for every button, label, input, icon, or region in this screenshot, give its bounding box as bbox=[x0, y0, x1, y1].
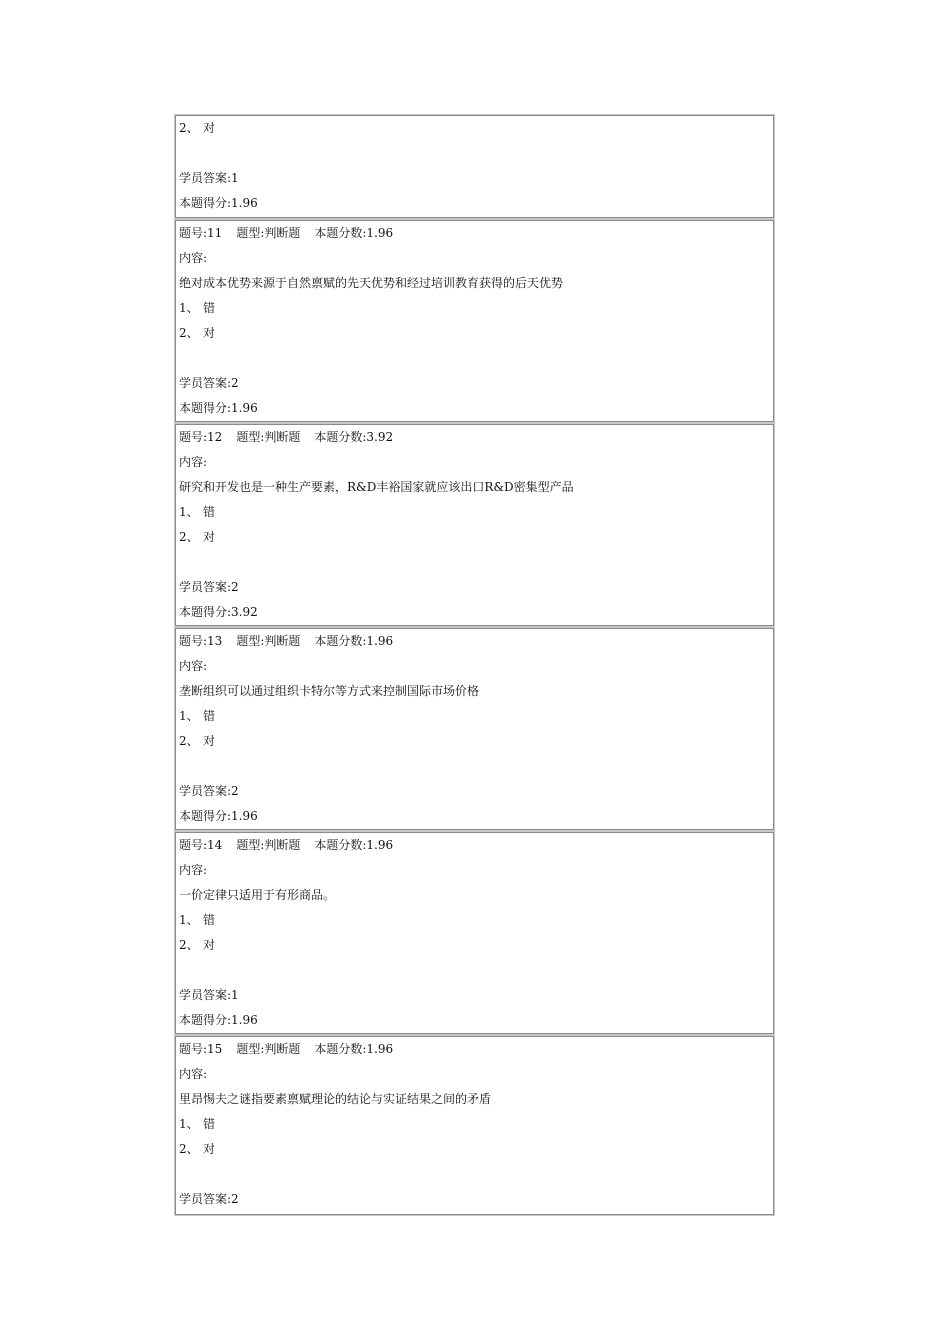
option-2 bbox=[176, 116, 773, 141]
question-id: 题号:15 bbox=[179, 1042, 223, 1056]
option-text: 错 bbox=[203, 913, 216, 927]
option-number: 1、 bbox=[179, 913, 199, 927]
spacer bbox=[176, 958, 773, 983]
option-number: 2、 bbox=[179, 938, 199, 952]
question-points: 本题分数:1.96 bbox=[314, 1042, 394, 1056]
option-2 bbox=[176, 321, 773, 346]
content-label: 内容: bbox=[179, 251, 208, 265]
content-label: 内容: bbox=[179, 863, 208, 877]
option-text: 对 bbox=[203, 938, 216, 952]
option-2 bbox=[176, 729, 773, 754]
question-points: 本题分数:1.96 bbox=[314, 634, 394, 648]
question-id: 题号:12 bbox=[179, 430, 223, 444]
option-number: 1、 bbox=[179, 709, 199, 723]
question-score: 本题得分:3.92 bbox=[179, 605, 258, 619]
option-number: 2、 bbox=[179, 1142, 199, 1156]
question-score: 本题得分:1.96 bbox=[179, 1013, 258, 1027]
option-text: 错 bbox=[203, 1117, 216, 1131]
question-type: 题型:判断题 bbox=[236, 838, 301, 852]
question-points: 本题分数:3.92 bbox=[314, 430, 394, 444]
student-answer: 学员答案:2 bbox=[179, 376, 239, 390]
question-score: 本题得分:1.96 bbox=[179, 401, 258, 415]
question-block-14 bbox=[175, 832, 774, 1034]
option-1 bbox=[176, 1112, 773, 1137]
option-number: 2、 bbox=[179, 734, 199, 748]
student-answer: 学员答案:2 bbox=[179, 580, 239, 594]
question-id: 题号:14 bbox=[179, 838, 223, 852]
question-content: 研究和开发也是一种生产要素，R&D丰裕国家就应该出口R&D密集型产品 bbox=[179, 480, 574, 494]
option-number: 2、 bbox=[179, 530, 199, 544]
option-2 bbox=[176, 525, 773, 550]
answer-sheet bbox=[175, 115, 774, 1217]
spacer bbox=[176, 141, 773, 166]
question-meta bbox=[176, 221, 773, 246]
question-content: 里昂惕夫之谜指要素禀赋理论的结论与实证结果之间的矛盾 bbox=[179, 1092, 492, 1106]
option-text: 对 bbox=[203, 734, 216, 748]
option-text: 对 bbox=[203, 326, 216, 340]
question-type: 题型:判断题 bbox=[236, 1042, 301, 1056]
question-points: 本题分数:1.96 bbox=[314, 838, 394, 852]
option-text: 错 bbox=[203, 505, 216, 519]
student-answer: 学员答案:2 bbox=[179, 1192, 239, 1206]
content-label: 内容: bbox=[179, 455, 208, 469]
question-content: 绝对成本优势来源于自然禀赋的先天优势和经过培训教育获得的后天优势 bbox=[179, 276, 564, 290]
option-text: 错 bbox=[203, 709, 216, 723]
content-label: 内容: bbox=[179, 1067, 208, 1081]
option-1 bbox=[176, 704, 773, 729]
question-meta bbox=[176, 629, 773, 654]
question-type: 题型:判断题 bbox=[236, 430, 301, 444]
question-type: 题型:判断题 bbox=[236, 226, 301, 240]
question-id: 题号:11 bbox=[179, 226, 223, 240]
question-score: 本题得分:1.96 bbox=[179, 809, 258, 823]
spacer bbox=[176, 1162, 773, 1187]
option-1 bbox=[176, 296, 773, 321]
option-text: 对 bbox=[203, 530, 216, 544]
question-block-15 bbox=[175, 1036, 774, 1215]
option-2 bbox=[176, 1137, 773, 1162]
question-content: 一价定律只适用于有形商品。 bbox=[179, 888, 336, 902]
question-block-13 bbox=[175, 628, 774, 830]
student-answer: 学员答案:2 bbox=[179, 784, 239, 798]
question-meta bbox=[176, 1037, 773, 1062]
student-answer: 学员答案:1 bbox=[179, 171, 239, 185]
question-type: 题型:判断题 bbox=[236, 634, 301, 648]
option-1 bbox=[176, 500, 773, 525]
option-number: 1、 bbox=[179, 505, 199, 519]
option-2 bbox=[176, 933, 773, 958]
option-number: 2、 bbox=[179, 326, 199, 340]
option-1 bbox=[176, 908, 773, 933]
question-block-11 bbox=[175, 220, 774, 422]
content-label: 内容: bbox=[179, 659, 208, 673]
option-text: 对 bbox=[203, 121, 216, 135]
spacer bbox=[176, 346, 773, 371]
option-number: 2、 bbox=[179, 121, 199, 135]
question-id: 题号:13 bbox=[179, 634, 223, 648]
question-meta bbox=[176, 425, 773, 450]
question-block-10-tail bbox=[175, 115, 774, 218]
option-text: 对 bbox=[203, 1142, 216, 1156]
question-content: 垄断组织可以通过组织卡特尔等方式来控制国际市场价格 bbox=[179, 684, 480, 698]
question-block-12 bbox=[175, 424, 774, 626]
option-number: 1、 bbox=[179, 1117, 199, 1131]
option-number: 1、 bbox=[179, 301, 199, 315]
spacer bbox=[176, 550, 773, 575]
question-points: 本题分数:1.96 bbox=[314, 226, 394, 240]
question-score: 本题得分:1.96 bbox=[179, 196, 258, 210]
option-text: 错 bbox=[203, 301, 216, 315]
spacer bbox=[176, 754, 773, 779]
student-answer: 学员答案:1 bbox=[179, 988, 239, 1002]
question-meta bbox=[176, 833, 773, 858]
